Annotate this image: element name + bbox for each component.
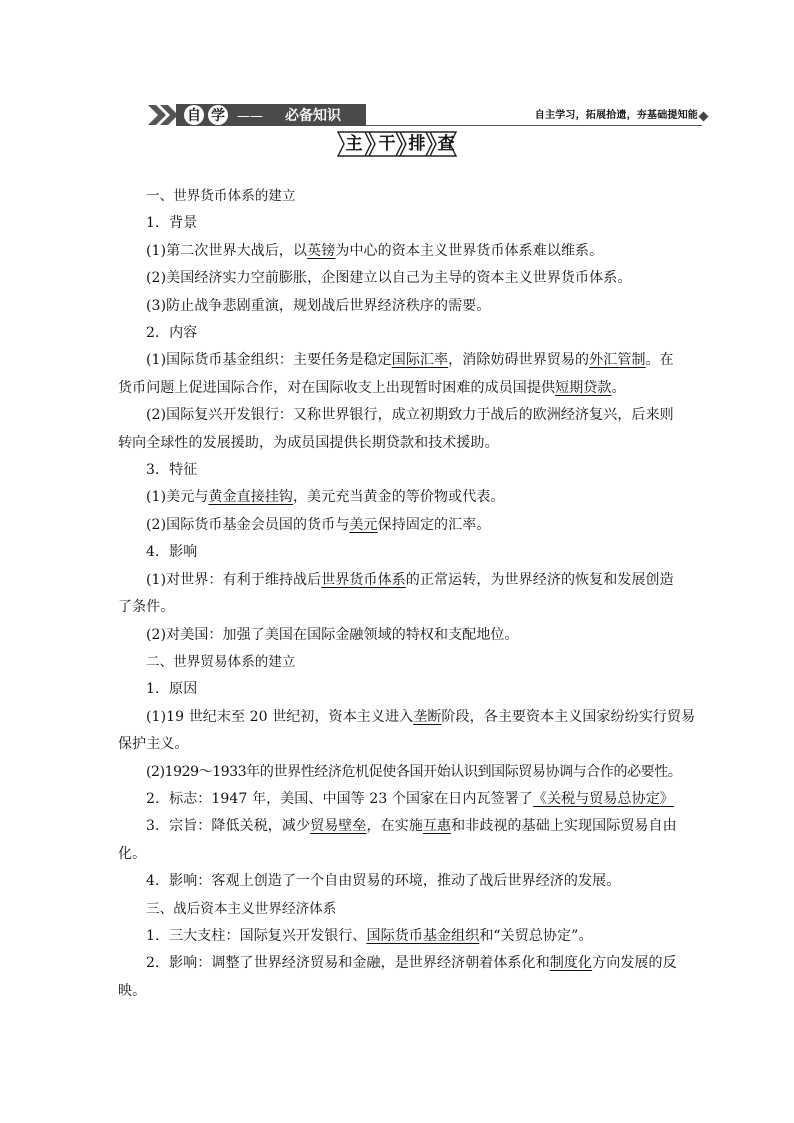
paragraph: (2)对美国：加强了美国在国际金融领域的特权和支配地位。 [146,626,519,643]
section-banner [148,101,708,131]
underlined-term: 世界货币体系 [321,571,406,588]
paragraph: 3．宗旨：降低关税，减少贸易壁垒，在实施互惠和非歧视的基础上实现国际贸易自由 [146,818,677,835]
underlined-term: 制度化 [549,955,593,972]
paragraph: (2)美国经济实力空前膨胀，企图建立以自己为主导的资本主义世界货币体系。 [146,270,632,287]
underlined-term: 《关税与贸易总协定》 [532,790,674,807]
document-body [118,183,696,1005]
paragraph: 2．影响：调整了世界经济贸易和金融，是世界经济朝着体系化和制度化方向发展的反 [146,955,677,972]
badge-title: 必备知识 [285,108,341,124]
banner-rule [366,125,702,126]
paragraph-continuation: 货币问题上促进国际合作，对在国际收支上出现暂时困难的成员国提供短期贷款。 [118,379,626,396]
subsection-title: 3．特征 [146,462,198,479]
underlined-term: 贸易壁垒 [310,818,367,835]
subheading-char: 干 [378,134,396,154]
section-3-title: 三、战后资本主义世界经济体系 [146,900,337,917]
banner-badge [148,101,366,129]
paragraph: 1．三大支柱：国际复兴开发银行、国际货币基金组织和“关贸总协定”。 [146,927,593,944]
underlined-term: 美元 [349,516,378,533]
section-1-title: 一、世界货币体系的建立 [146,188,296,204]
section-2-title: 二、世界贸易体系的建立 [146,653,296,670]
underlined-term: 黄金直接挂钩 [208,489,294,506]
paragraph-continuation: 了条件。 [118,599,175,616]
underlined-term: 外汇管制 [589,352,646,369]
subsection-title: 4．影响 [146,544,198,561]
paragraph: 2．标志：1947 年，美国、中国等 23 个国家在日内瓦签署了《关税与贸易总协定》 [146,790,674,807]
paragraph: (1)19 世纪末至 20 世纪初，资本主义进入垄断阶段，各主要资本主义国家纷纷实行贸易 [146,708,696,725]
underlined-term: 垄断 [413,708,442,725]
badge-char-1: 自 [187,108,201,124]
subheading-box [336,131,460,157]
paragraph: (1)国际货币基金组织：主要任务是稳定国际汇率，消除妨碍世界贸易的外汇管制。在 [146,352,674,369]
paragraph: (1)第二次世界大战后，以英镑为中心的资本主义世界货币体系难以维系。 [146,242,604,259]
underlined-term: 互惠 [422,818,452,835]
subsection-title: 1．背景 [146,215,198,232]
underlined-term: 短期贷款 [555,379,612,396]
paragraph: (3)防止战争悲剧重演，规划战后世界经济秩序的需要。 [146,297,491,314]
banner-tagline: 自主学习，拓展拾遗，夯基础提知能 [534,110,698,121]
paragraph: (2)国际复兴开发银行：又称世界银行，成立初期致力于战后的欧洲经济复兴，后来则 [146,407,674,424]
paragraph-continuation: 转向全球性的发展援助，为成员国提供长期贷款和技术援助。 [118,434,499,451]
diamond-icon [699,112,709,122]
underlined-term: 国际汇率 [391,352,449,369]
paragraph: (1)美元与黄金直接挂钩，美元充当黄金的等价物或代表。 [146,489,505,506]
badge-char-2: 学 [211,108,225,124]
subsection-title: 1．原因 [146,681,198,698]
subsection-title: 2．内容 [146,325,198,342]
paragraph: (2)国际货币基金会员国的货币与美元保持固定的汇率。 [146,516,491,533]
paragraph: (1)对世界：有利于维持战后世界货币体系的正常运转，为世界经济的恢复和发展创造 [146,571,674,588]
paragraph-continuation: 化。 [118,845,147,862]
paragraph: (2)1929～1933年的世界性经济危机促使各国开始认识到国际贸易协调与合作的必要性。 [146,763,682,780]
underlined-term: 国际货币基金组织 [366,927,480,944]
badge-dash: —— [237,109,263,124]
subheading-char: 查 [437,134,455,154]
subheading-char: 排 [408,134,426,154]
subheading-char: 主 [345,134,363,154]
paragraph-continuation: 保护主义。 [118,736,189,753]
paragraph-continuation: 映。 [118,982,147,999]
paragraph: 4．影响：客观上创造了一个自由贸易的环境，推动了战后世界经济的发展。 [146,873,621,890]
underlined-term: 英镑 [307,242,336,259]
